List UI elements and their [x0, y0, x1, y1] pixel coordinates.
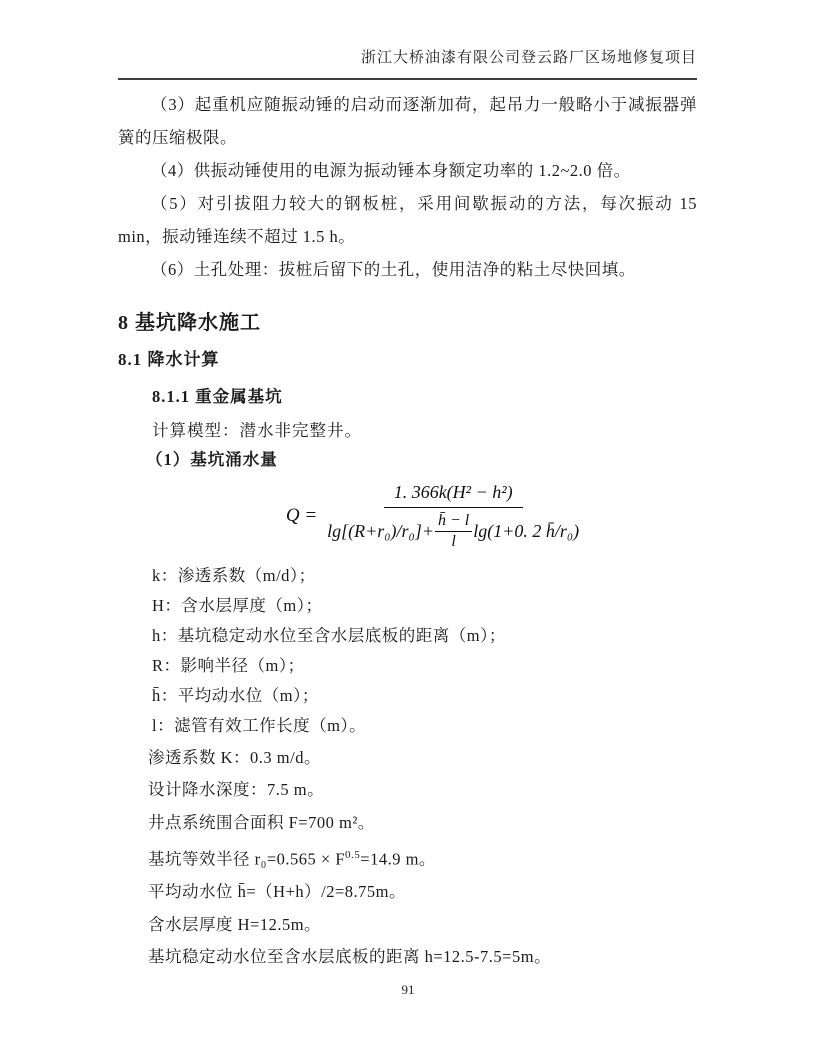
definition-h-bar: h̄：平均动水位（m）； — [152, 686, 319, 705]
pit-inflow-formula — [118, 480, 697, 552]
formula-inner-numerator: h̄ − l — [435, 512, 472, 532]
calc-enclosed-area: 井点系统围合面积 F=700 m²。 — [148, 812, 375, 832]
formula-inner-fraction — [435, 512, 472, 551]
calc-equivalent-radius-prefix: 基坑等效半径 r₀=0.565 × F — [148, 849, 346, 869]
definition-R: R：影响半径（m）； — [152, 656, 305, 675]
calc-permeability: 渗透系数 K：0.3 m/d。 — [148, 748, 321, 767]
section-heading-8-1-1: 8.1.1 重金属基坑 — [152, 387, 283, 406]
formula-inner-denominator: l — [451, 532, 456, 550]
paragraph-item-3: （3）起重机应随振动锤的启动而逐渐加荷，起吊力一般略小于减振器弹簧的压缩极限。 — [118, 95, 697, 147]
calc-stable-water-level-distance: 基坑稳定动水位至含水层底板的距离 h=12.5-7.5=5m。 — [148, 946, 552, 966]
formula-denominator — [327, 508, 579, 551]
section-heading-8-1: 8.1 降水计算 — [118, 350, 220, 369]
calc-equivalent-radius-suffix: =14.9 m。 — [360, 849, 436, 869]
calculation-model-line: 计算模型：潜水非完整井。 — [152, 421, 362, 440]
calc-equivalent-radius — [148, 839, 697, 876]
formula-denominator-left: lg[(R+r₀)/r₀]+ — [327, 520, 434, 541]
calc-average-water-level: 平均动水位 h̄=（H+h）/2=8.75m。 — [148, 882, 407, 902]
page-number: 91 — [401, 982, 415, 997]
formula-denominator-right: lg(1+0. 2 h̄/r₀) — [473, 520, 580, 541]
formula-main-fraction — [327, 482, 579, 551]
calc-equivalent-radius-exponent: 0.5 — [345, 849, 361, 862]
sub-heading-pit-inflow: （1）基坑涌水量 — [146, 450, 278, 469]
page-header-title: 浙江大桥油漆有限公司登云路厂区场地修复项目 — [360, 50, 697, 66]
paragraph-item-6: （6）土孔处理：拔桩后留下的土孔，使用洁净的粘土尽快回填。 — [151, 260, 636, 279]
calculation-lines — [148, 742, 697, 973]
section-heading-8: 8 基坑降水施工 — [118, 312, 261, 334]
paragraph-item-5: （5）对引拔阻力较大的钢板桩，采用间歇振动的方法，每次振动 15 min，振动锤连续不超过 1.5 h。 — [118, 194, 697, 246]
definition-H: H：含水层厚度（m）； — [152, 596, 323, 615]
definition-l: l：滤管有效工作长度（m）。 — [152, 716, 367, 735]
calc-aquifer-thickness: 含水层厚度 H=12.5m。 — [148, 914, 322, 934]
paragraph-item-4: （4）供振动锤使用的电源为振动锤本身额定功率的 1.2~2.0 倍。 — [151, 161, 631, 180]
body-paragraphs — [118, 88, 697, 286]
header-divider — [118, 78, 697, 80]
formula-lhs: Q = — [285, 505, 318, 526]
definition-h: h：基坑稳定动水位至含水层底板的距离（m）； — [152, 626, 506, 645]
calc-drawdown-depth: 设计降水深度：7.5 m。 — [148, 780, 325, 800]
formula-numerator: 1. 366k(H² − h²) — [384, 482, 523, 508]
definition-k: k：渗透系数（m/d）； — [152, 566, 316, 585]
variable-definitions — [152, 561, 697, 741]
